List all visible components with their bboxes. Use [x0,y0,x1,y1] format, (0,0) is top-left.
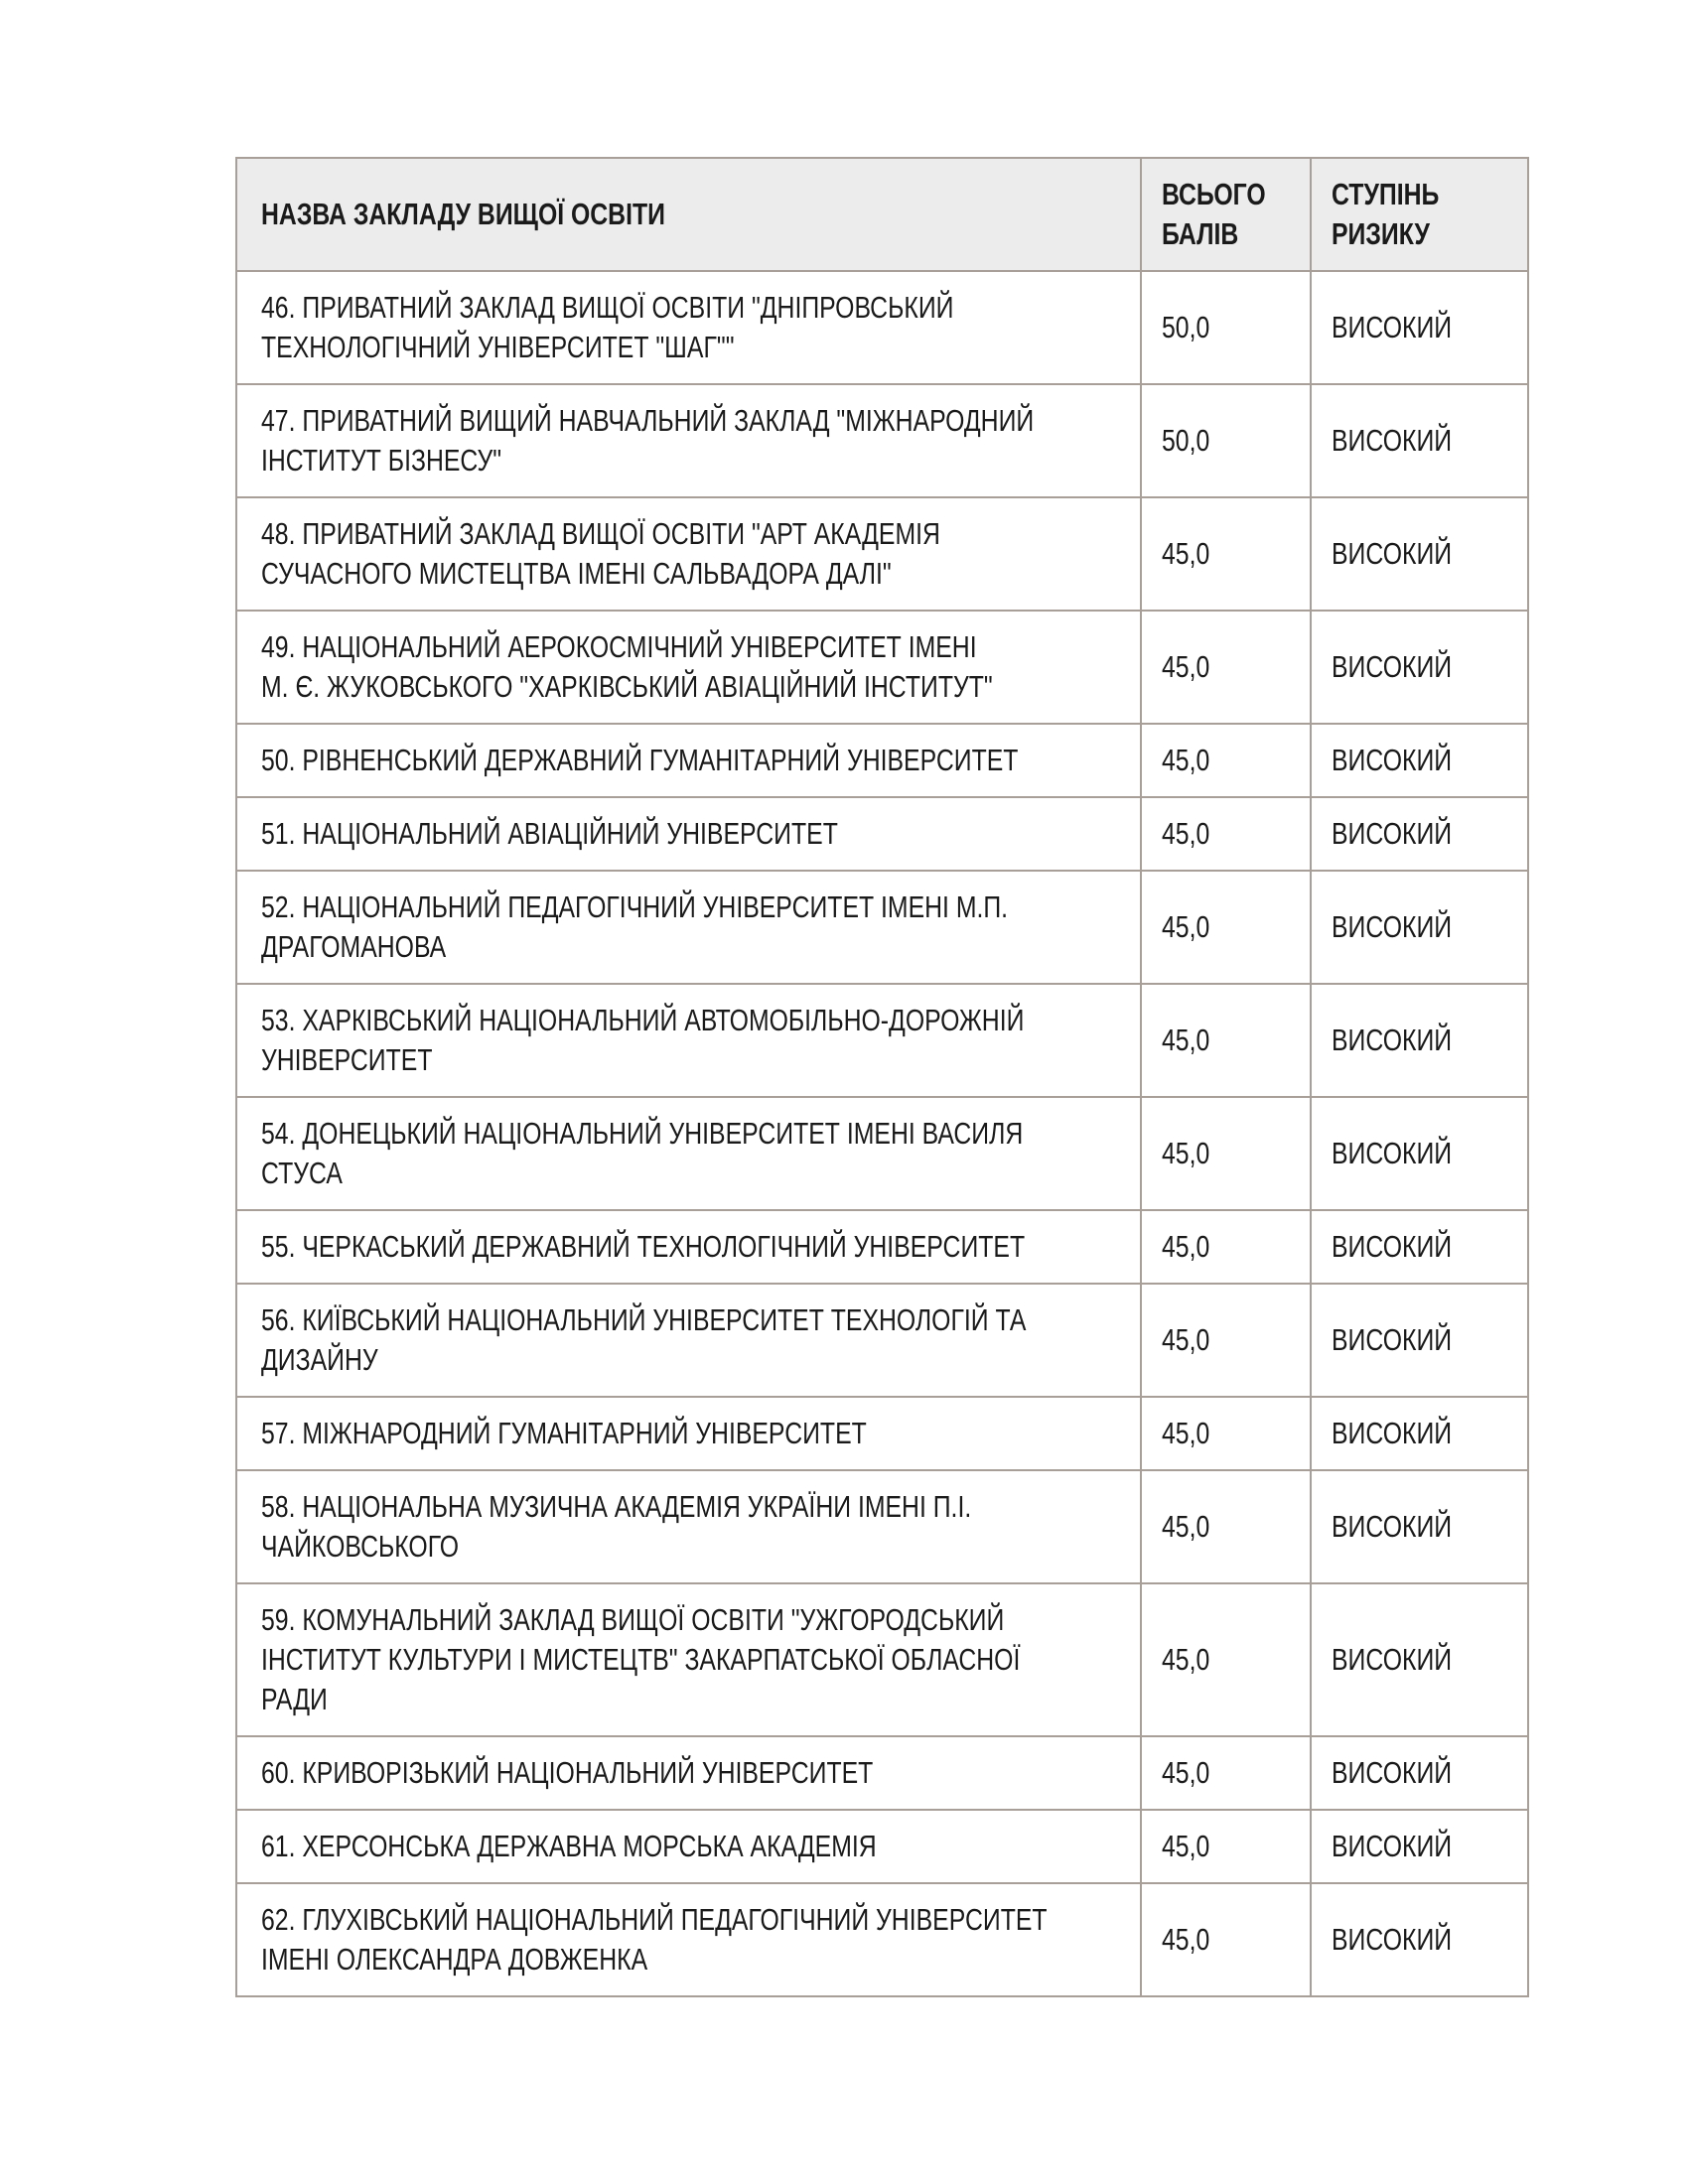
total-score: 45,0 [1162,1509,1210,1544]
table-row [236,1736,1528,1810]
total-score: 50,0 [1162,423,1210,458]
institution-name: 57. МІЖНАРОДНИЙ ГУМАНІТАРНИЙ УНІВЕРСИТЕТ [261,1416,867,1450]
total-score-cell [1141,1583,1311,1736]
risk-level: ВИСОКИЙ [1332,1922,1453,1957]
total-score: 45,0 [1162,536,1210,571]
risk-level: ВИСОКИЙ [1332,1642,1453,1677]
risk-rating-table [235,157,1529,1997]
risk-level-cell [1311,1583,1528,1736]
institution-name: 48. ПРИВАТНИЙ ЗАКЛАД ВИЩОЇ ОСВІТИ "АРТ АКАДЕМІЯ СУЧАСНОГО МИСТЕЦТВА ІМЕНІ САЛЬВАДОРА ДАЛІ" [261,516,940,591]
institution-name-cell [236,271,1141,384]
risk-level: ВИСОКИЙ [1332,1023,1453,1057]
risk-level-cell [1311,1883,1528,1996]
institution-name: 53. ХАРКІВСЬКИЙ НАЦІОНАЛЬНИЙ АВТОМОБІЛЬНО-ДОРОЖНІЙ УНІВЕРСИТЕТ [261,1003,1025,1077]
total-score: 45,0 [1162,816,1210,851]
risk-level: ВИСОКИЙ [1332,1755,1453,1790]
risk-level-cell [1311,1397,1528,1470]
table-row [236,724,1528,797]
risk-level: ВИСОКИЙ [1332,536,1453,571]
institution-name-cell [236,724,1141,797]
risk-level-cell [1311,797,1528,871]
risk-level: ВИСОКИЙ [1332,1829,1453,1863]
institution-name-cell [236,1397,1141,1470]
risk-level: ВИСОКИЙ [1332,816,1453,851]
table-row [236,1097,1528,1210]
total-score: 45,0 [1162,1829,1210,1863]
table-row [236,1583,1528,1736]
total-score-cell [1141,871,1311,984]
table-row [236,797,1528,871]
institution-name: 52. НАЦІОНАЛЬНИЙ ПЕДАГОГІЧНИЙ УНІВЕРСИТЕТ ІМЕНІ М.П. ДРАГОМАНОВА [261,889,1009,964]
institution-name-cell [236,1736,1141,1810]
institution-name-cell [236,1810,1141,1883]
header-total-score-label: ВСЬОГО БАЛІВ [1162,177,1266,251]
header-risk-level-label: СТУПІНЬ РИЗИКУ [1332,177,1440,251]
table-row [236,497,1528,611]
institution-name-cell [236,1583,1141,1736]
risk-level: ВИСОКИЙ [1332,1416,1453,1450]
table-row [236,611,1528,724]
table-row [236,1883,1528,1996]
institution-name-cell [236,1883,1141,1996]
risk-level-cell [1311,1210,1528,1284]
institution-name: 61. ХЕРСОНСЬКА ДЕРЖАВНА МОРСЬКА АКАДЕМІЯ [261,1829,877,1863]
total-score: 45,0 [1162,743,1210,777]
header-institution-name-label: НАЗВА ЗАКЛАДУ ВИЩОЇ ОСВІТИ [261,197,665,231]
total-score-cell [1141,984,1311,1097]
total-score-cell [1141,1883,1311,1996]
institution-name: 59. КОМУНАЛЬНИЙ ЗАКЛАД ВИЩОЇ ОСВІТИ "УЖГОРОДСЬКИЙ ІНСТИТУТ КУЛЬТУРИ І МИСТЕЦТВ" ЗАКАРПАТСЬКОЇ ОБЛАСНОЇ РАДИ [261,1602,1021,1716]
table-header-row [236,158,1528,271]
institution-name-cell [236,1097,1141,1210]
total-score-cell [1141,271,1311,384]
risk-level-cell [1311,497,1528,611]
risk-level: ВИСОКИЙ [1332,310,1453,344]
total-score-cell [1141,497,1311,611]
institution-name: 49. НАЦІОНАЛЬНИЙ АЕРОКОСМІЧНИЙ УНІВЕРСИТЕТ ІМЕНІ М. Є. ЖУКОВСЬКОГО "ХАРКІВСЬКИЙ АВІАЦІЙНИЙ ІНСТИТУТ" [261,629,993,704]
risk-level: ВИСОКИЙ [1332,1322,1453,1357]
risk-level: ВИСОКИЙ [1332,909,1453,944]
total-score: 45,0 [1162,909,1210,944]
total-score: 45,0 [1162,1922,1210,1957]
header-total-score [1141,158,1311,271]
institution-name-cell [236,497,1141,611]
risk-level: ВИСОКИЙ [1332,1509,1453,1544]
total-score: 50,0 [1162,310,1210,344]
risk-level: ВИСОКИЙ [1332,1136,1453,1170]
institution-name-cell [236,984,1141,1097]
risk-level-cell [1311,1810,1528,1883]
total-score-cell [1141,384,1311,497]
risk-level-cell [1311,1284,1528,1397]
total-score: 45,0 [1162,1755,1210,1790]
institution-name-cell [236,611,1141,724]
institution-name-cell [236,384,1141,497]
institution-name: 55. ЧЕРКАСЬКИЙ ДЕРЖАВНИЙ ТЕХНОЛОГІЧНИЙ УНІВЕРСИТЕТ [261,1229,1026,1264]
total-score: 45,0 [1162,1229,1210,1264]
header-institution-name [236,158,1141,271]
total-score-cell [1141,1284,1311,1397]
institution-name: 51. НАЦІОНАЛЬНИЙ АВІАЦІЙНИЙ УНІВЕРСИТЕТ [261,816,838,851]
risk-level-cell [1311,384,1528,497]
table-row [236,1470,1528,1583]
total-score: 45,0 [1162,1642,1210,1677]
table-row [236,1284,1528,1397]
risk-level: ВИСОКИЙ [1332,743,1453,777]
table-row [236,984,1528,1097]
total-score: 45,0 [1162,1023,1210,1057]
table-row [236,1397,1528,1470]
table-row [236,1210,1528,1284]
table-row [236,384,1528,497]
total-score: 45,0 [1162,649,1210,684]
risk-level: ВИСОКИЙ [1332,423,1453,458]
total-score-cell [1141,1397,1311,1470]
risk-level-cell [1311,1470,1528,1583]
total-score-cell [1141,1210,1311,1284]
institution-name-cell [236,1470,1141,1583]
total-score-cell [1141,611,1311,724]
total-score-cell [1141,797,1311,871]
risk-level-cell [1311,984,1528,1097]
institution-name-cell [236,797,1141,871]
table-row [236,271,1528,384]
risk-level-cell [1311,871,1528,984]
institution-name: 62. ГЛУХІВСЬКИЙ НАЦІОНАЛЬНИЙ ПЕДАГОГІЧНИЙ УНІВЕРСИТЕТ ІМЕНІ ОЛЕКСАНДРА ДОВЖЕНКА [261,1902,1048,1977]
institution-name: 56. КИЇВСЬКИЙ НАЦІОНАЛЬНИЙ УНІВЕРСИТЕТ ТЕХНОЛОГІЙ ТА ДИЗАЙНУ [261,1302,1027,1377]
total-score-cell [1141,1470,1311,1583]
institution-name: 46. ПРИВАТНИЙ ЗАКЛАД ВИЩОЇ ОСВІТИ "ДНІПРОВСЬКИЙ ТЕХНОЛОГІЧНИЙ УНІВЕРСИТЕТ "ШАГ"" [261,290,954,364]
institution-name: 60. КРИВОРІЗЬКИЙ НАЦІОНАЛЬНИЙ УНІВЕРСИТЕТ [261,1755,874,1790]
risk-level-cell [1311,1736,1528,1810]
institution-name: 50. РІВНЕНСЬКИЙ ДЕРЖАВНИЙ ГУМАНІТАРНИЙ УНІВЕРСИТЕТ [261,743,1019,777]
risk-level-cell [1311,271,1528,384]
total-score-cell [1141,1810,1311,1883]
total-score: 45,0 [1162,1322,1210,1357]
total-score-cell [1141,724,1311,797]
institution-name-cell [236,1210,1141,1284]
total-score-cell [1141,1097,1311,1210]
total-score: 45,0 [1162,1416,1210,1450]
risk-level-cell [1311,724,1528,797]
institution-name: 58. НАЦІОНАЛЬНА МУЗИЧНА АКАДЕМІЯ УКРАЇНИ ІМЕНІ П.І. ЧАЙКОВСЬКОГО [261,1489,972,1564]
risk-level-cell [1311,1097,1528,1210]
risk-level-cell [1311,611,1528,724]
risk-level: ВИСОКИЙ [1332,1229,1453,1264]
table-row [236,871,1528,984]
risk-level: ВИСОКИЙ [1332,649,1453,684]
institution-name-cell [236,1284,1141,1397]
institution-name-cell [236,871,1141,984]
total-score: 45,0 [1162,1136,1210,1170]
header-risk-level [1311,158,1528,271]
total-score-cell [1141,1736,1311,1810]
institution-name: 54. ДОНЕЦЬКИЙ НАЦІОНАЛЬНИЙ УНІВЕРСИТЕТ ІМЕНІ ВАСИЛЯ СТУСА [261,1116,1024,1190]
institution-name: 47. ПРИВАТНИЙ ВИЩИЙ НАВЧАЛЬНИЙ ЗАКЛАД "МІЖНАРОДНИЙ ІНСТИТУТ БІЗНЕСУ" [261,403,1035,478]
table-row [236,1810,1528,1883]
